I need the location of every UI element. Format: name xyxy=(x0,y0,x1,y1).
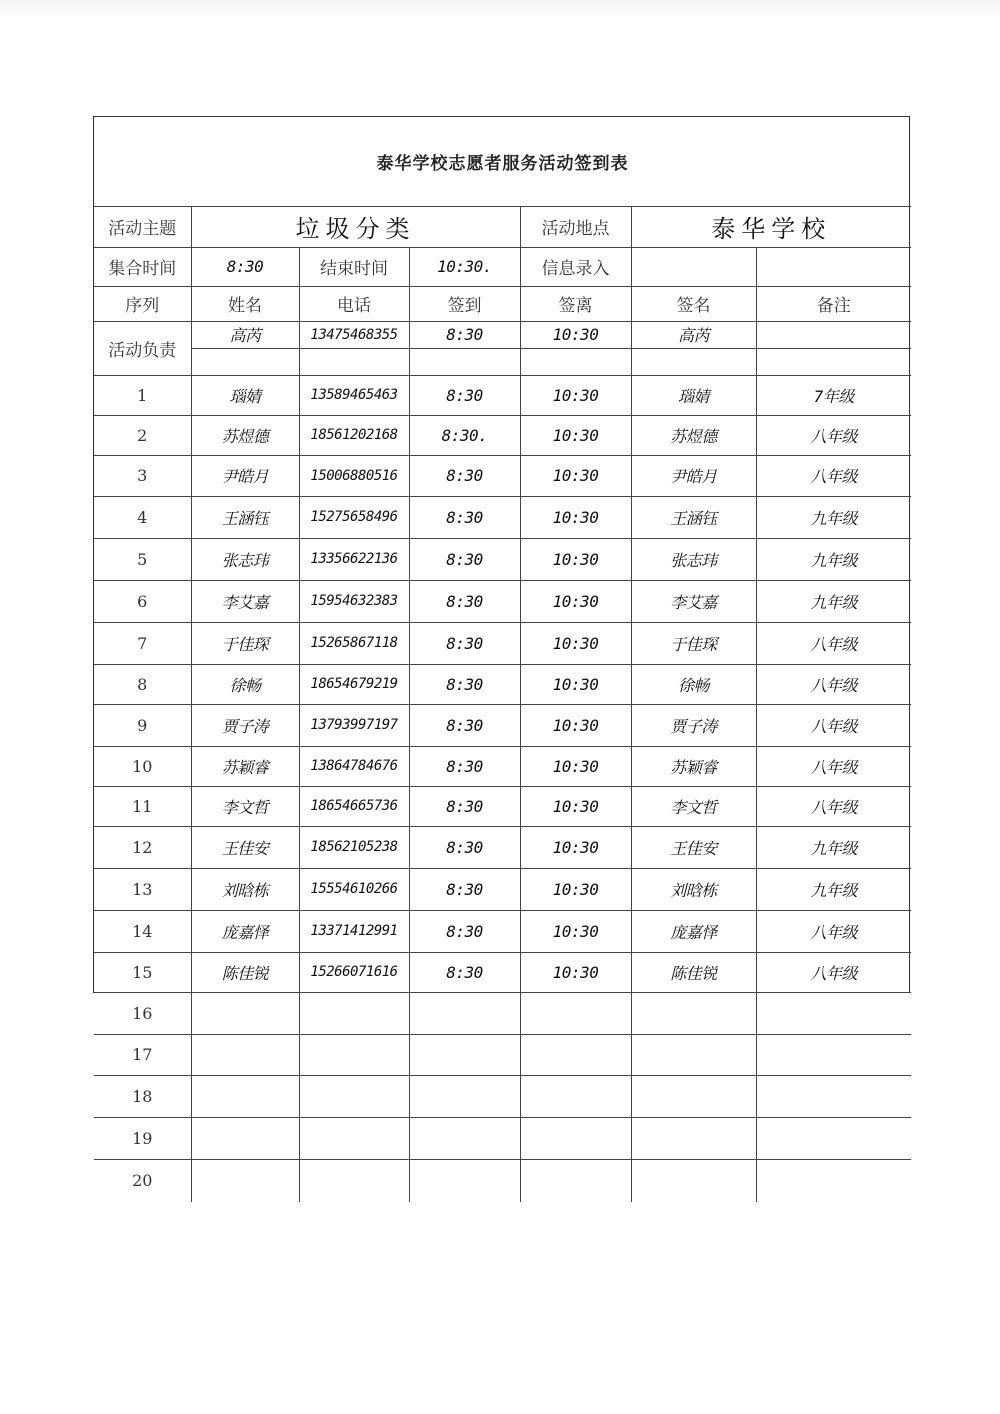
phone-cell[interactable] xyxy=(299,1117,409,1159)
signature-cell[interactable] xyxy=(631,1034,756,1075)
phone-cell[interactable] xyxy=(299,1075,409,1117)
sign-out-cell[interactable]: 10:30 xyxy=(520,664,631,704)
signature-cell[interactable]: 王涵钰 xyxy=(631,496,756,538)
sign-in-cell[interactable]: 8:30. xyxy=(409,415,520,455)
note-cell[interactable] xyxy=(756,1075,911,1117)
phone-cell[interactable]: 15954632383 xyxy=(299,580,409,622)
signature-cell[interactable]: 庞嘉怿 xyxy=(631,910,756,952)
note-cell[interactable]: 7年级 xyxy=(756,375,911,415)
signature-cell[interactable] xyxy=(631,1159,756,1202)
sign-out-cell[interactable]: 10:30 xyxy=(520,952,631,992)
sign-out-cell[interactable] xyxy=(520,1159,631,1202)
note-cell[interactable]: 八年级 xyxy=(756,664,911,704)
signature-cell[interactable]: 徐畅 xyxy=(631,664,756,704)
leader-row-extra xyxy=(94,348,911,375)
seq-cell: 5 xyxy=(94,538,191,580)
sign-in-cell[interactable]: 8:30 xyxy=(409,496,520,538)
name-cell[interactable]: 李艾嘉 xyxy=(191,580,299,622)
signature-cell[interactable] xyxy=(631,992,756,1034)
location-label: 活动地点 xyxy=(520,206,631,247)
signature-cell[interactable]: 张志玮 xyxy=(631,538,756,580)
phone-cell[interactable]: 18654665736 xyxy=(299,786,409,826)
leader-phone[interactable]: 13475468355 xyxy=(299,321,409,348)
name-cell[interactable]: 尹皓月 xyxy=(191,455,299,496)
name-cell[interactable] xyxy=(191,1075,299,1117)
leader-signature[interactable]: 高芮 xyxy=(631,321,756,348)
seq-cell: 6 xyxy=(94,580,191,622)
sign-out-cell[interactable]: 10:30 xyxy=(520,826,631,868)
note-cell[interactable]: 八年级 xyxy=(756,910,911,952)
sign-in-cell[interactable] xyxy=(409,992,520,1034)
sign-in-cell[interactable]: 8:30 xyxy=(409,910,520,952)
gather-time-value[interactable]: 8:30 xyxy=(191,247,299,286)
topic-label: 活动主题 xyxy=(94,206,191,247)
phone-cell[interactable]: 18561202168 xyxy=(299,415,409,455)
sign-in-cell[interactable]: 8:30 xyxy=(409,704,520,746)
leader-note[interactable] xyxy=(756,321,911,348)
name-cell[interactable]: 于佳琛 xyxy=(191,622,299,664)
column-header-row xyxy=(94,286,911,321)
leader-extra-phone[interactable] xyxy=(299,348,409,375)
name-cell[interactable]: 苏煜德 xyxy=(191,415,299,455)
name-cell[interactable]: 王涵钰 xyxy=(191,496,299,538)
seq-cell: 11 xyxy=(94,786,191,826)
sign-out-cell[interactable]: 10:30 xyxy=(520,580,631,622)
table-row xyxy=(94,1034,911,1075)
name-cell[interactable]: 刘晗栋 xyxy=(191,868,299,910)
sign-out-cell[interactable]: 10:30 xyxy=(520,786,631,826)
note-cell[interactable] xyxy=(756,1159,911,1202)
seq-cell: 19 xyxy=(94,1117,191,1159)
seq-cell: 8 xyxy=(94,664,191,704)
note-cell[interactable]: 八年级 xyxy=(756,415,911,455)
sign-out-cell[interactable]: 10:30 xyxy=(520,704,631,746)
table-row xyxy=(94,952,911,992)
location-value[interactable]: 泰华学校 xyxy=(631,206,911,247)
phone-cell[interactable] xyxy=(299,992,409,1034)
signature-cell[interactable]: 于佳琛 xyxy=(631,622,756,664)
sign-out-cell[interactable] xyxy=(520,992,631,1034)
signature-cell[interactable]: 苏颖睿 xyxy=(631,746,756,786)
sign-in-cell[interactable]: 8:30 xyxy=(409,826,520,868)
phone-cell[interactable]: 15006880516 xyxy=(299,455,409,496)
seq-cell: 4 xyxy=(94,496,191,538)
name-cell[interactable]: 张志玮 xyxy=(191,538,299,580)
signature-cell[interactable] xyxy=(631,1117,756,1159)
time-row xyxy=(94,247,911,286)
seq-cell: 9 xyxy=(94,704,191,746)
sign-in-cell[interactable]: 8:30 xyxy=(409,664,520,704)
sign-out-cell[interactable]: 10:30 xyxy=(520,868,631,910)
gather-time-label: 集合时间 xyxy=(94,247,191,286)
name-cell[interactable]: 贾子涛 xyxy=(191,704,299,746)
note-cell[interactable]: 八年级 xyxy=(756,746,911,786)
seq-cell: 12 xyxy=(94,826,191,868)
sign-in-cell[interactable]: 8:30 xyxy=(409,952,520,992)
sign-out-cell[interactable] xyxy=(520,1075,631,1117)
table-row xyxy=(94,375,911,415)
seq-cell: 7 xyxy=(94,622,191,664)
sign-out-cell[interactable]: 10:30 xyxy=(520,415,631,455)
sign-in-cell[interactable]: 8:30 xyxy=(409,538,520,580)
col-header-name: 姓名 xyxy=(191,286,299,321)
topic-row xyxy=(94,206,911,247)
name-cell[interactable]: 陈佳锐 xyxy=(191,952,299,992)
table-row xyxy=(94,1117,911,1159)
name-cell[interactable] xyxy=(191,1117,299,1159)
sign-out-cell[interactable]: 10:30 xyxy=(520,910,631,952)
phone-cell[interactable]: 15265867118 xyxy=(299,622,409,664)
phone-cell[interactable]: 13864784676 xyxy=(299,746,409,786)
leader-name[interactable]: 高芮 xyxy=(191,321,299,348)
note-cell[interactable]: 九年级 xyxy=(756,580,911,622)
table-row xyxy=(94,786,911,826)
sign-out-cell[interactable]: 10:30 xyxy=(520,538,631,580)
note-cell[interactable]: 八年级 xyxy=(756,952,911,992)
leader-extra-signature[interactable] xyxy=(631,348,756,375)
name-cell[interactable]: 李文哲 xyxy=(191,786,299,826)
note-cell[interactable]: 九年级 xyxy=(756,496,911,538)
col-header-signature: 签名 xyxy=(631,286,756,321)
scan-edge xyxy=(0,0,1000,18)
table-row xyxy=(94,746,911,786)
col-header-seq: 序列 xyxy=(94,286,191,321)
sign-in-cell[interactable]: 8:30 xyxy=(409,580,520,622)
note-cell[interactable]: 八年级 xyxy=(756,786,911,826)
leader-label: 活动负责 xyxy=(94,321,191,375)
name-cell[interactable]: 瑙婧 xyxy=(191,375,299,415)
leader-sign-in[interactable]: 8:30 xyxy=(409,321,520,348)
title-row xyxy=(94,117,911,206)
table-row xyxy=(94,1159,911,1202)
signature-cell[interactable] xyxy=(631,1075,756,1117)
table-row xyxy=(94,496,911,538)
signature-cell[interactable]: 苏煜德 xyxy=(631,415,756,455)
note-cell[interactable] xyxy=(756,992,911,1034)
col-header-note: 备注 xyxy=(756,286,911,321)
phone-cell[interactable]: 15554610266 xyxy=(299,868,409,910)
leader-row xyxy=(94,321,911,348)
sign-out-cell[interactable]: 10:30 xyxy=(520,375,631,415)
table-row xyxy=(94,826,911,868)
sign-in-cell[interactable] xyxy=(409,1159,520,1202)
table-row xyxy=(94,868,911,910)
signin-sheet xyxy=(93,116,910,1191)
leader-extra-sign-in[interactable] xyxy=(409,348,520,375)
sign-out-cell[interactable]: 10:30 xyxy=(520,746,631,786)
sign-in-cell[interactable]: 8:30 xyxy=(409,746,520,786)
name-cell[interactable]: 徐畅 xyxy=(191,664,299,704)
end-time-label: 结束时间 xyxy=(299,247,409,286)
form-title: 泰华学校志愿者服务活动签到表 xyxy=(94,117,911,206)
sign-in-cell[interactable]: 8:30 xyxy=(409,786,520,826)
table-row xyxy=(94,622,911,664)
table-row xyxy=(94,704,911,746)
col-header-sign-out: 签离 xyxy=(520,286,631,321)
table-row xyxy=(94,415,911,455)
phone-cell[interactable]: 13589465463 xyxy=(299,375,409,415)
phone-cell[interactable]: 18654679219 xyxy=(299,664,409,704)
name-cell[interactable]: 苏颖睿 xyxy=(191,746,299,786)
sign-in-cell[interactable] xyxy=(409,1034,520,1075)
signature-cell[interactable]: 贾子涛 xyxy=(631,704,756,746)
name-cell[interactable] xyxy=(191,992,299,1034)
phone-cell[interactable]: 18562105238 xyxy=(299,826,409,868)
seq-cell: 15 xyxy=(94,952,191,992)
note-cell[interactable]: 九年级 xyxy=(756,826,911,868)
leader-extra-name[interactable] xyxy=(191,348,299,375)
sign-out-cell[interactable] xyxy=(520,1117,631,1159)
phone-cell[interactable] xyxy=(299,1034,409,1075)
seq-cell: 2 xyxy=(94,415,191,455)
end-time-value[interactable]: 10:30. xyxy=(409,247,520,286)
sign-in-cell[interactable]: 8:30 xyxy=(409,455,520,496)
leader-extra-note[interactable] xyxy=(756,348,911,375)
seq-cell: 18 xyxy=(94,1075,191,1117)
phone-cell[interactable]: 13793997197 xyxy=(299,704,409,746)
phone-cell[interactable]: 15266071616 xyxy=(299,952,409,992)
note-cell[interactable]: 八年级 xyxy=(756,455,911,496)
note-cell[interactable]: 八年级 xyxy=(756,704,911,746)
table-row xyxy=(94,664,911,704)
signin-table xyxy=(94,117,911,1202)
signature-cell[interactable]: 瑙婧 xyxy=(631,375,756,415)
name-cell[interactable]: 王佳安 xyxy=(191,826,299,868)
info-entry-label: 信息录入 xyxy=(520,247,631,286)
signature-cell[interactable]: 尹皓月 xyxy=(631,455,756,496)
name-cell[interactable] xyxy=(191,1159,299,1202)
topic-value[interactable]: 垃圾分类 xyxy=(191,206,520,247)
leader-sign-out[interactable]: 10:30 xyxy=(520,321,631,348)
table-row xyxy=(94,992,911,1034)
phone-cell[interactable] xyxy=(299,1159,409,1202)
signature-cell[interactable]: 李文哲 xyxy=(631,786,756,826)
seq-cell: 14 xyxy=(94,910,191,952)
sign-in-cell[interactable] xyxy=(409,1075,520,1117)
sign-in-cell[interactable]: 8:30 xyxy=(409,868,520,910)
table-row xyxy=(94,910,911,952)
leader-extra-sign-out[interactable] xyxy=(520,348,631,375)
note-cell[interactable] xyxy=(756,1034,911,1075)
table-row xyxy=(94,455,911,496)
sign-out-cell[interactable] xyxy=(520,1034,631,1075)
table-row xyxy=(94,1075,911,1117)
sign-in-cell[interactable]: 8:30 xyxy=(409,375,520,415)
seq-cell: 1 xyxy=(94,375,191,415)
info-entry-value-2[interactable] xyxy=(756,247,911,286)
signature-cell[interactable]: 陈佳锐 xyxy=(631,952,756,992)
sign-in-cell[interactable]: 8:30 xyxy=(409,622,520,664)
seq-cell: 20 xyxy=(94,1159,191,1202)
table-row xyxy=(94,580,911,622)
signature-cell[interactable]: 李艾嘉 xyxy=(631,580,756,622)
signature-cell[interactable]: 刘晗栋 xyxy=(631,868,756,910)
sign-out-cell[interactable]: 10:30 xyxy=(520,455,631,496)
note-cell[interactable]: 九年级 xyxy=(756,868,911,910)
note-cell[interactable]: 八年级 xyxy=(756,622,911,664)
note-cell[interactable]: 九年级 xyxy=(756,538,911,580)
col-header-sign-in: 签到 xyxy=(409,286,520,321)
seq-cell: 3 xyxy=(94,455,191,496)
col-header-phone: 电话 xyxy=(299,286,409,321)
seq-cell: 10 xyxy=(94,746,191,786)
seq-cell: 16 xyxy=(94,992,191,1034)
info-entry-value-1[interactable] xyxy=(631,247,756,286)
note-cell[interactable] xyxy=(756,1117,911,1159)
table-row xyxy=(94,538,911,580)
seq-cell: 17 xyxy=(94,1034,191,1075)
phone-cell[interactable]: 15275658496 xyxy=(299,496,409,538)
name-cell[interactable] xyxy=(191,1034,299,1075)
phone-cell[interactable]: 13371412991 xyxy=(299,910,409,952)
phone-cell[interactable]: 13356622136 xyxy=(299,538,409,580)
sign-out-cell[interactable]: 10:30 xyxy=(520,496,631,538)
name-cell[interactable]: 庞嘉怿 xyxy=(191,910,299,952)
sign-out-cell[interactable]: 10:30 xyxy=(520,622,631,664)
seq-cell: 13 xyxy=(94,868,191,910)
sign-in-cell[interactable] xyxy=(409,1117,520,1159)
signature-cell[interactable]: 王佳安 xyxy=(631,826,756,868)
